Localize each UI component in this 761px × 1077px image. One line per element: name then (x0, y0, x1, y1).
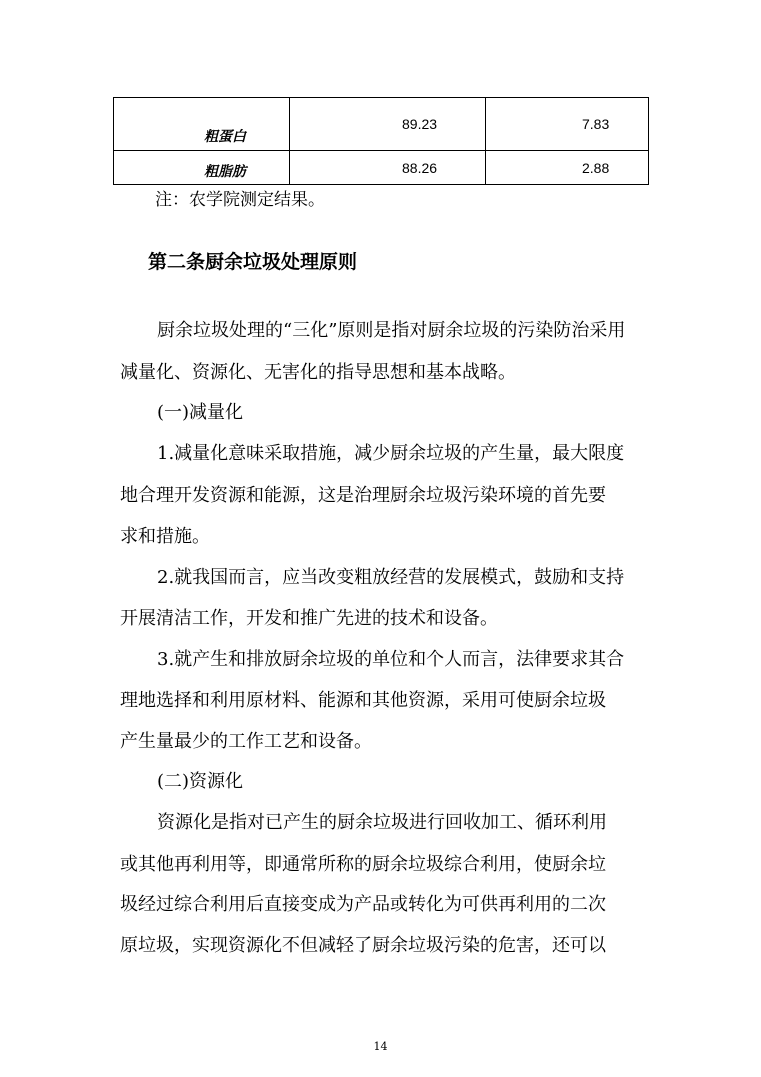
section-heading: 第二条厨余垃圾处理原则 (148, 251, 358, 273)
text-line: 3.就产生和排放厨余垃圾的单位和个人而言，法律要求其合 (157, 649, 625, 670)
table-cell-label: 粗蛋白 (204, 129, 246, 145)
text-line: 开展清洁工作，开发和推广先进的技术和设备。 (120, 608, 498, 629)
table-cell: 7.83 (582, 116, 610, 132)
table-divider (114, 150, 648, 151)
table-cell: 88.26 (402, 160, 438, 176)
text-line: 1.减量化意味采取措施，减少厨余垃圾的产生量，最大限度 (157, 443, 625, 464)
page-number: 14 (373, 1040, 388, 1053)
subheading: (一)减量化 (157, 402, 244, 423)
text-line: 资源化是指对已产生的厨余垃圾进行回收加工、循环利用 (157, 812, 607, 833)
text-line: 原垃圾，实现资源化不但减轻了厨余垃圾污染的危害，还可以 (120, 935, 606, 956)
text-line: 减量化、资源化、无害化的指导思想和基本战略。 (120, 362, 516, 383)
text-line: 厨余垃圾处理的“三化”原则是指对厨余垃圾的污染防治采用 (157, 320, 626, 341)
table-cell: 89.23 (402, 116, 438, 132)
table-divider (289, 98, 290, 184)
subheading: (二)资源化 (157, 771, 244, 792)
data-table (113, 97, 649, 185)
text-line: 理地选择和利用原材料、能源和其他资源，采用可使厨余垃圾 (120, 690, 606, 711)
text-line: 圾经过综合利用后直接变成为产品或转化为可供再利用的二次 (120, 894, 606, 915)
text-line: 求和措施。 (120, 526, 210, 547)
text-line: 或其他再利用等，即通常所称的厨余垃圾综合利用，使厨余垃 (120, 854, 606, 875)
text-line: 产生量最少的工作工艺和设备。 (120, 731, 372, 752)
table-note: 注：农学院测定结果。 (155, 190, 325, 210)
table-cell: 2.88 (582, 160, 610, 176)
text-line: 地合理开发资源和能源，这是治理厨余垃圾污染环境的首先要 (120, 485, 606, 506)
table-divider (485, 98, 486, 184)
table-cell-label: 粗脂肪 (204, 164, 246, 180)
text-line: 2.就我国而言，应当改变粗放经营的发展模式，鼓励和支持 (157, 567, 625, 588)
